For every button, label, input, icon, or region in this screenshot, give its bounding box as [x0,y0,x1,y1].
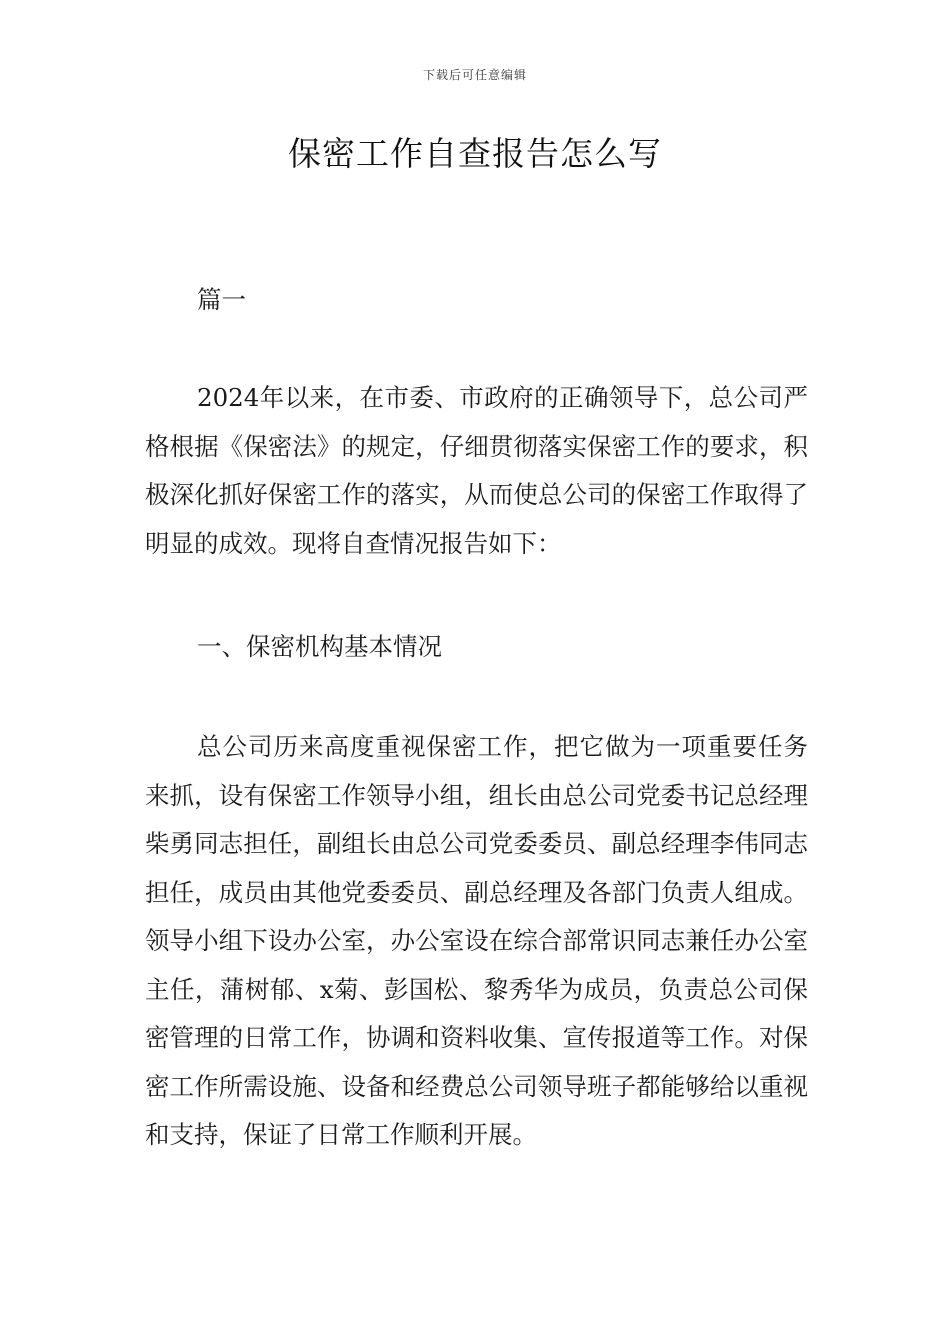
intro-paragraph: 2024年以来，在市委、市政府的正确领导下，总公司严格根据《保密法》的规定，仔细贯彻落实保密工作的要求，积极深化抓好保密工作的落实，从而使总公司的保密工作取得了明显的成效。现将自查情况报告如下： [145,383,808,558]
header-note: 下载后可任意编辑 [422,68,527,82]
part-label: 篇一 [197,285,246,314]
section-paragraph: 总公司历来高度重视保密工作，把它做为一项重要任务来抓，设有保密工作领导小组，组长由总公司党委书记总经理柴勇同志担任，副组长由总公司党委委员、副总经理李伟同志担任，成员由其他党委委员、副总经理及各部门负责人组成。领导小组下设办公室，办公室设在综合部常识同志兼任办公室主任，蒲树郁、x菊、彭国松、黎秀华为成员，负责总公司保密管理的日常工作，协调和资料收集、宣传报道等工作。对保密工作所需设施、设备和经费总公司领导班子都能够给以重视和支持，保证了日常工作顺利开展。 [145,732,808,1149]
document-title: 保密工作自查报告怎么写 [288,134,662,173]
section-heading: 一、保密机构基本情况 [197,632,442,661]
